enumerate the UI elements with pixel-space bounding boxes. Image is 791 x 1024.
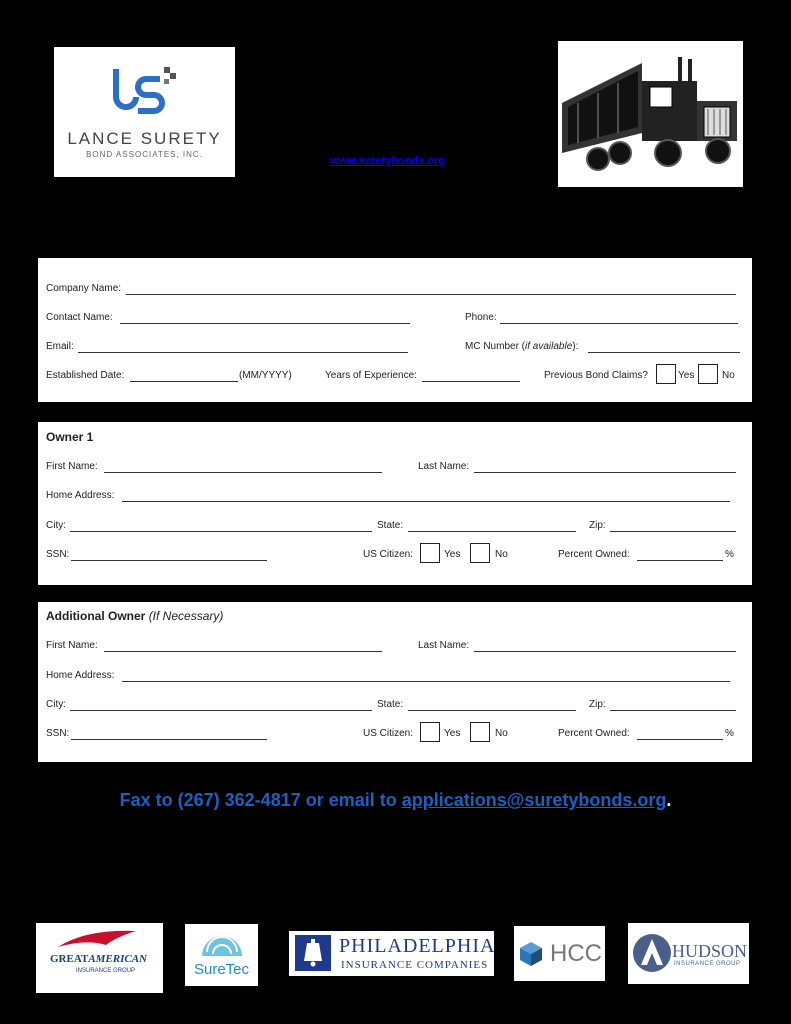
owner2-citizen-no-checkbox[interactable]	[470, 722, 490, 742]
prev-claims-label: Previous Bond Claims?	[544, 370, 648, 381]
liberty-bell-icon	[295, 935, 331, 971]
owner1-percent-owned-label: Percent Owned:	[558, 549, 630, 560]
owner2-last-name-label: Last Name:	[418, 640, 470, 651]
owner1-section	[38, 422, 752, 585]
mc-number-field[interactable]	[588, 352, 740, 353]
hudson-text: HUDSON	[672, 941, 748, 961]
phone-field[interactable]	[500, 323, 738, 324]
globe-icon	[199, 928, 245, 958]
philadelphia-logo	[289, 931, 494, 976]
owner1-home-address-field[interactable]	[122, 501, 730, 502]
submission-instructions	[0, 790, 791, 811]
application-email-link[interactable]: applications@suretybonds.org	[401, 790, 667, 810]
owner2-state-field[interactable]	[408, 710, 576, 711]
logo-name: LANCE SURETY	[67, 129, 222, 148]
company-info-section	[38, 258, 752, 402]
prev-claims-no-label: No	[722, 370, 735, 381]
owner2-last-name-field[interactable]	[474, 651, 736, 652]
owner2-first-name-label: First Name:	[46, 640, 98, 651]
owner1-percent-sign: %	[725, 549, 734, 560]
logo-subname: BOND ASSOCIATES, INC.	[86, 150, 203, 159]
owner1-title: Owner 1	[46, 430, 94, 444]
contact-name-label: Contact Name:	[46, 312, 113, 323]
great-american-line2: AMERICAN	[88, 953, 148, 965]
prev-claims-yes-checkbox[interactable]	[656, 364, 676, 384]
hcc-text: HCC	[550, 940, 602, 967]
hudson-emblem-icon	[632, 931, 672, 975]
philadelphia-subtext: INSURANCE COMPANIES	[341, 959, 489, 971]
owner1-ssn-label: SSN:	[46, 549, 70, 560]
hudson-logo	[628, 923, 749, 984]
established-date-field[interactable]	[130, 381, 238, 382]
owner2-ssn-label: SSN:	[46, 728, 70, 739]
website-link[interactable]: www.suretybonds.org	[330, 155, 446, 167]
experience-field[interactable]	[422, 381, 520, 382]
owner1-citizen-yes-label: Yes	[444, 549, 461, 560]
owner2-title: Additional Owner (If Necessary)	[46, 609, 224, 623]
owner1-city-field[interactable]	[70, 531, 372, 532]
email-field[interactable]	[78, 352, 408, 353]
owner2-city-field[interactable]	[70, 710, 372, 711]
owner1-citizen-no-checkbox[interactable]	[470, 543, 490, 563]
owner1-ssn-field[interactable]	[71, 560, 267, 561]
owner2-citizen-no-label: No	[495, 728, 508, 739]
owner2-first-name-field[interactable]	[104, 651, 382, 652]
owner1-last-name-field[interactable]	[474, 472, 736, 473]
owner2-city-label: City:	[46, 699, 66, 710]
suretec-logo	[185, 924, 258, 986]
owner2-home-address-field[interactable]	[122, 681, 730, 682]
contact-name-field[interactable]	[120, 323, 410, 324]
owner1-percent-owned-field[interactable]	[637, 560, 723, 561]
email-label: Email:	[46, 341, 74, 352]
great-american-logo	[36, 923, 163, 993]
owner2-section	[38, 602, 752, 762]
owner1-state-field[interactable]	[408, 531, 576, 532]
owner2-zip-field[interactable]	[610, 710, 736, 711]
fax-text: Fax to (267) 362-4817 or email to	[119, 790, 402, 810]
owner2-citizen-yes-checkbox[interactable]	[420, 722, 440, 742]
owner1-us-citizen-label: US Citizen:	[363, 549, 414, 560]
ls-monogram-icon	[110, 65, 180, 115]
owner1-zip-label: Zip:	[589, 520, 606, 531]
established-format: (MM/YYYY)	[239, 370, 292, 381]
period: .	[666, 790, 672, 810]
philadelphia-text: PHILADELPHIA	[339, 935, 496, 957]
owner1-citizen-yes-checkbox[interactable]	[420, 543, 440, 563]
owner1-first-name-label: First Name:	[46, 461, 98, 472]
phone-label: Phone:	[465, 312, 497, 323]
owner1-last-name-label: Last Name:	[418, 461, 470, 472]
owner1-city-label: City:	[46, 520, 66, 531]
great-american-line3: INSURANCE GROUP	[76, 968, 136, 974]
lance-surety-logo	[54, 47, 235, 177]
owner2-zip-label: Zip:	[589, 699, 606, 710]
hcc-logo	[514, 926, 605, 981]
owner2-percent-owned-label: Percent Owned:	[558, 728, 630, 739]
established-date-label: Established Date:	[46, 370, 125, 381]
prev-claims-yes-label: Yes	[678, 370, 695, 381]
owner1-first-name-field[interactable]	[104, 472, 382, 473]
owner2-percent-owned-field[interactable]	[637, 739, 723, 740]
owner1-citizen-no-label: No	[495, 549, 508, 560]
owner1-home-address-label: Home Address:	[46, 490, 115, 501]
owner2-home-address-label: Home Address:	[46, 670, 115, 681]
eagle-icon	[56, 927, 146, 951]
great-american-line1: GREAT	[50, 953, 89, 965]
company-name-field[interactable]	[126, 294, 736, 295]
owner2-us-citizen-label: US Citizen:	[363, 728, 414, 739]
owner1-zip-field[interactable]	[610, 531, 736, 532]
owner1-state-label: State:	[377, 520, 404, 531]
owner2-ssn-field[interactable]	[71, 739, 267, 740]
mc-number-label: MC Number (if available):	[465, 341, 579, 352]
company-name-label: Company Name:	[46, 283, 122, 294]
hudson-subtext: INSURANCE GROUP	[674, 961, 741, 967]
truck-image	[558, 41, 743, 187]
owner2-state-label: State:	[377, 699, 404, 710]
prev-claims-no-checkbox[interactable]	[698, 364, 718, 384]
cube-icon	[518, 940, 544, 968]
owner2-percent-sign: %	[725, 728, 734, 739]
experience-label: Years of Experience:	[325, 370, 417, 381]
truck-icon	[558, 41, 743, 187]
owner2-citizen-yes-label: Yes	[444, 728, 461, 739]
suretec-text: SureTec	[193, 961, 250, 978]
